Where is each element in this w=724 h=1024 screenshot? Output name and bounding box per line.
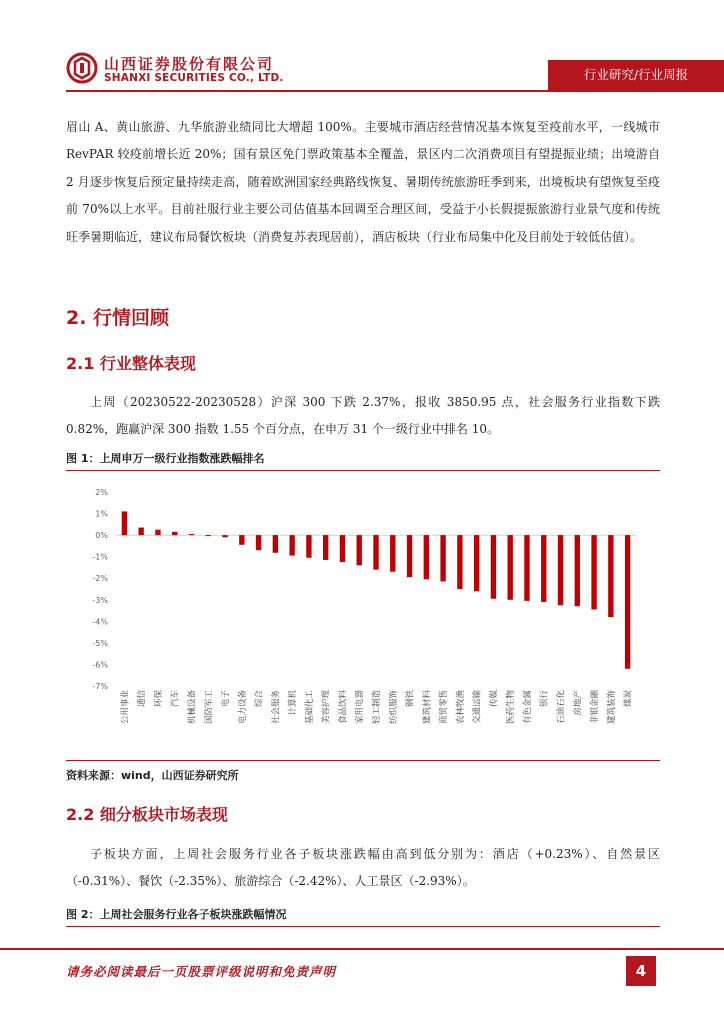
y-tick-label: -4% — [92, 617, 108, 627]
x-category-label: 国防军工 — [204, 690, 215, 725]
chart-bar — [256, 535, 261, 550]
x-category-label: 通信 — [137, 690, 148, 708]
y-tick-label: -7% — [92, 682, 108, 691]
figure-2-caption: 图 2：上周社会服务行业各子板块涨跌幅情况 — [66, 906, 660, 927]
x-category-label: 综合 — [254, 690, 265, 708]
x-category-label: 建筑装饰 — [606, 690, 617, 725]
footer-divider — [0, 948, 724, 950]
source-divider — [66, 760, 660, 761]
chart-bar — [474, 535, 479, 591]
page-number: 4 — [635, 962, 647, 980]
chart-bar — [323, 535, 328, 560]
chart-bar — [591, 535, 596, 609]
company-logo-icon — [66, 52, 98, 84]
x-category-label: 家用电器 — [355, 690, 366, 725]
x-category-label: 非银金融 — [590, 690, 601, 725]
x-category-label: 医药生物 — [506, 690, 517, 725]
chart-bar — [541, 535, 546, 602]
y-tick-label: 0% — [95, 531, 108, 541]
x-category-label: 纺织服饰 — [388, 690, 399, 725]
page-header — [0, 0, 724, 100]
footer-disclaimer: 请务必阅读最后一页股票评级说明和免责声明 — [66, 964, 337, 979]
x-category-label: 公用事业 — [120, 690, 131, 725]
chart-bar — [273, 535, 278, 553]
section-2-title: 2. 行情回顾 — [66, 307, 170, 329]
chart-bar — [122, 511, 127, 535]
section-2-1-paragraph: 上周（20230522-20230528）沪深 300 下跌 2.37%，报收 3850.95 点，社会服务行业指数下跌 0.82%，跑赢沪深 300 指数 1.55 个百分点，在申万 31 个一级行业中排名 10。 — [66, 395, 660, 437]
y-tick-label: -5% — [92, 638, 108, 648]
chart-bar — [390, 535, 395, 572]
x-category-label: 基础化工 — [304, 690, 315, 725]
x-category-label: 农林牧渔 — [455, 690, 466, 725]
y-tick-label: -1% — [92, 552, 108, 562]
section-2-2-title: 2.2 细分板块市场表现 — [66, 805, 228, 824]
x-category-label: 轻工制造 — [372, 690, 382, 725]
x-category-label: 食品饮料 — [338, 690, 349, 725]
section-2-1-title: 2.1 行业整体表现 — [66, 354, 196, 373]
chart-bar — [172, 532, 177, 535]
y-tick-label: -3% — [92, 595, 108, 605]
chart-bar — [206, 535, 211, 536]
chart-bar — [457, 535, 462, 589]
x-category-label: 美容护理 — [321, 690, 332, 725]
x-category-label: 商贸零售 — [439, 690, 450, 725]
company-name-en: SHANXI SECURITIES CO., LTD. — [104, 72, 284, 84]
x-category-label: 电子 — [221, 690, 232, 708]
intro-paragraph: 眉山 A、黄山旅游、九华旅游业绩同比大增超 100%。主要城市酒店经营情况基本恢复至疫前水平，一线城市 RevPAR 较疫前增长近 20%；国有景区免门票政策基本全覆盖，景区内二次消费项目有望提振业绩；出境游自 2 月逐步恢复后预定量持续走高，随着欧洲国家经典路线恢复、暑期传统旅游旺季到来，出境板块有望恢复至疫前 70%以上水平。目前社服行业主要公司估值基本回调至合理区间，受益于小长假提振旅游行业景气度和传统旺季暑期临近，建议布局餐饮板块（消费复苏表现居前），酒店板块（行业布局集中化及目前处于较低估值）。 — [66, 120, 660, 244]
chart-bar — [340, 535, 345, 562]
chart-bar — [373, 535, 378, 569]
x-category-label: 汽车 — [170, 690, 181, 708]
chart-bar — [289, 535, 294, 555]
figure-1-source: 资料来源：wind，山西证券研究所 — [66, 769, 239, 782]
x-category-label: 煤炭 — [623, 690, 634, 708]
chart-bar — [357, 535, 362, 565]
x-category-label: 环保 — [153, 690, 164, 708]
header-divider — [66, 90, 724, 92]
chart-bar — [138, 528, 143, 536]
report-tag: 行业研究/行业周报 — [583, 67, 689, 82]
x-category-label: 电力设备 — [237, 690, 248, 725]
chart-bar — [407, 535, 412, 577]
x-category-label: 交通运输 — [472, 690, 483, 725]
chart-bar — [625, 535, 630, 669]
chart-bar — [189, 534, 194, 535]
section-2-2-paragraph: 子板块方面，上周社会服务行业各子板块涨跌幅由高到低分别为：酒店（+0.23%）、自然景区（-0.31%）、餐饮（-2.35%）、旅游综合（-2.42%）、人工景区（-2.93%）。 — [66, 847, 660, 889]
x-category-label: 银行 — [539, 690, 550, 708]
x-category-label: 有色金属 — [522, 690, 533, 725]
chart-bar — [222, 535, 227, 537]
y-tick-label: 1% — [95, 509, 108, 519]
figure-1-caption: 图 1：上周申万一级行业指数涨跌幅排名 — [66, 450, 660, 471]
chart-bar — [608, 535, 613, 617]
y-tick-label: 2% — [95, 488, 108, 497]
chart-bar — [558, 535, 563, 605]
y-tick-label: -2% — [92, 574, 108, 584]
x-category-label: 钢铁 — [405, 690, 416, 708]
chart-bar — [524, 535, 529, 601]
x-category-label: 石油石化 — [556, 690, 567, 725]
x-category-label: 传媒 — [489, 690, 500, 708]
chart-bar — [491, 535, 496, 599]
company-name-cn: 山西证券股份有限公司 — [104, 55, 275, 73]
x-category-label: 机械设备 — [187, 690, 198, 725]
y-tick-label: -6% — [92, 660, 108, 670]
chart-bar — [424, 535, 429, 579]
chart-bar — [575, 535, 580, 606]
chart-bar — [306, 535, 311, 558]
x-category-label: 房地产 — [573, 690, 584, 716]
x-category-label: 计算机 — [288, 690, 299, 716]
x-category-label: 社会服务 — [271, 690, 282, 725]
chart-bar — [239, 535, 244, 545]
chart-bar — [155, 530, 160, 535]
chart-bar — [440, 535, 445, 581]
x-category-label: 建筑材料 — [422, 690, 433, 725]
chart-bar — [508, 535, 513, 600]
industry-ranking-chart — [66, 478, 660, 756]
